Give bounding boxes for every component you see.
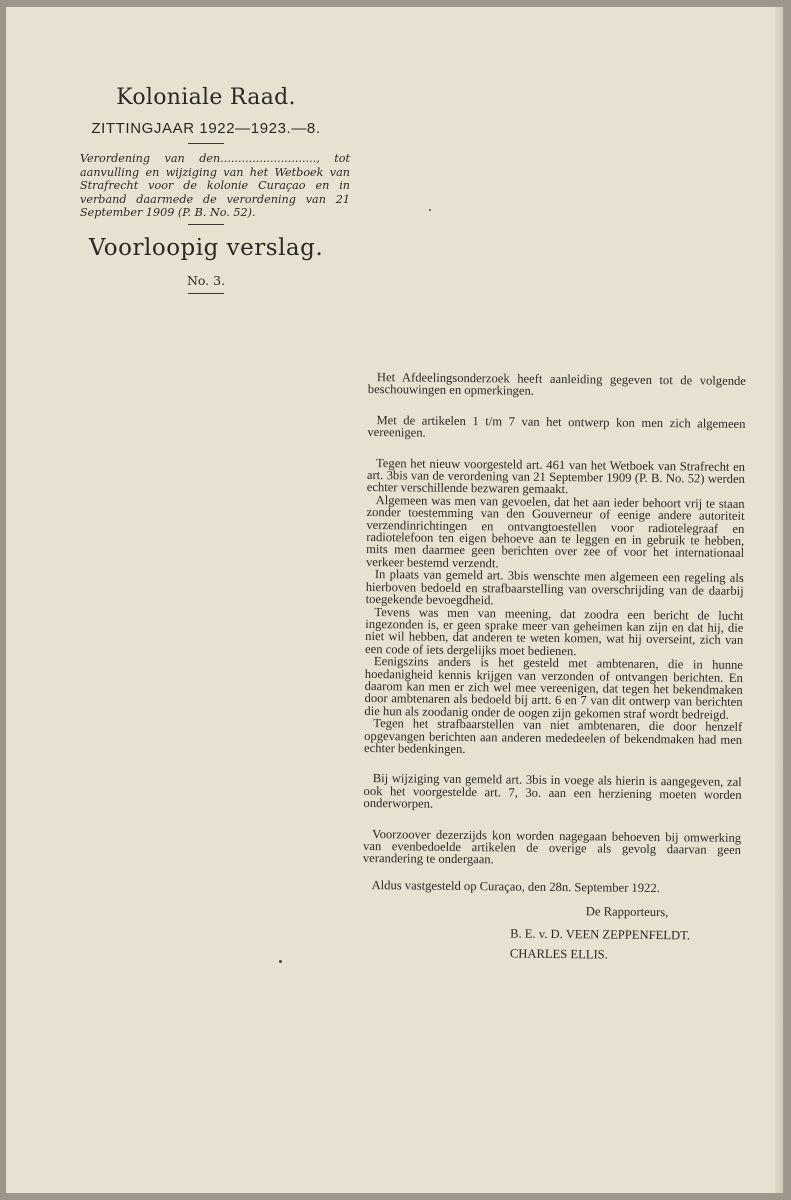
divider-rule xyxy=(188,143,224,144)
paragraph: Het Afdeelingsonderzoek heeft aanleiding gegeven tot de volgende beschouwingen en opmerkingen. xyxy=(367,370,746,399)
page-edge xyxy=(775,7,783,1193)
paragraph: Voorzoover dezerzijds kon worden nagegaan behoeven bij omwerking van evenbedoelde artikelen de overige als gevolg daarvan geen verandering te ondergaan. xyxy=(362,826,742,867)
signatory-name: B. E. v. D. VEEN ZEPPENFELDT. xyxy=(510,926,691,943)
paragraph: Tegen het strafbaarstellen van niet ambtenaren, die door henzelf opgevangen berichten aan anderen mededeelen of bekendmaken had men echter bedenkingen. xyxy=(363,716,743,757)
closing-line: Aldus vastgesteld op Curaçao, den 28n. September 1922. xyxy=(371,877,660,895)
paragraph: Algemeen was men van gevoelen, dat het aan ieder behoort vrij te staan zonder toestemming van den Gouverneur of eenige andere autoriteit verzendinrichtingen en ontvangtoestellen voor radiotelegraaf en radiotelefoon ten eigen behoeve aan te leggen en in gebruik te hebben, mits men daarmee geen berichten over zee of voor het internationaal verkeer bestemd verzendt. xyxy=(365,492,745,571)
divider-rule xyxy=(188,293,224,294)
paragraph: In plaats van gemeld art. 3bis wenschte men algemeen een regeling als hierboven bedoeld en strafbaarstelling van overschrijding van de daarbij toegekende bevoegdheid. xyxy=(365,567,744,608)
paper-speck xyxy=(429,209,431,211)
report-title: Voorloopig verslag. xyxy=(88,235,324,261)
paragraph: Tevens was men van meening, dat zoodra een bericht de lucht ingezonden is, er geen sprake meer van geheimen kan zijn en dat hij, die niet wil hebben, dat anderen te weten komen, wat hij overseint, zich van een code of iets dergelijks moet bedienen. xyxy=(365,604,744,658)
signatory-name: CHARLES ELLIS. xyxy=(509,946,608,962)
paragraph: Eenigszins anders is het gesteld met ambtenaren, die in hunne hoedanigheid kennis krijgen van verzonden of ontvangen berichten. En daarom kan men er zich wel mee vereenigen, dat tegen het bekendmaken door ambtenaren als bedoeld bij artt. 6 en 7 van dit ontwerp van berichten die hun als zoodanig onder de oogen zijn gekomen straf wordt bedreigd. xyxy=(364,654,744,722)
report-number: No. 3. xyxy=(186,273,226,288)
paragraph: Bij wijziging van gemeld art. 3bis in voege als hierin is aangegeven, zal ook het voorgestelde art. 7, 3o. aan een herziening moeten worden onderworpen. xyxy=(363,771,742,811)
paper-speck xyxy=(279,960,282,963)
divider-rule xyxy=(188,224,224,225)
ordinance-subject: Verordening van den..........................., tot aanvulling en wijziging van het Wetboek van Strafrecht voor de kolonie Curaçao en in verband daarmede de verordening van 21 September 1909 (P. B. No. 52). xyxy=(80,152,350,219)
signatory-title: De Rapporteurs, xyxy=(585,904,669,920)
report-body xyxy=(362,371,746,962)
council-title: Koloniale Raad. xyxy=(116,85,296,110)
paragraph: Met de artikelen 1 t/m 7 van het ontwerp kon men zich algemeen vereenigen. xyxy=(367,412,746,440)
document-page xyxy=(6,7,783,1193)
paragraph: Tegen het nieuw voorgesteld art. 461 van het Wetboek van Strafrecht en art. 3bis van de verordening van 21 September 1909 (P. B. No. 52) werden echter verschillende bezwaren gemaakt. xyxy=(366,455,746,497)
session-line: ZITTINGJAAR 1922—1923.—8. xyxy=(91,120,321,137)
